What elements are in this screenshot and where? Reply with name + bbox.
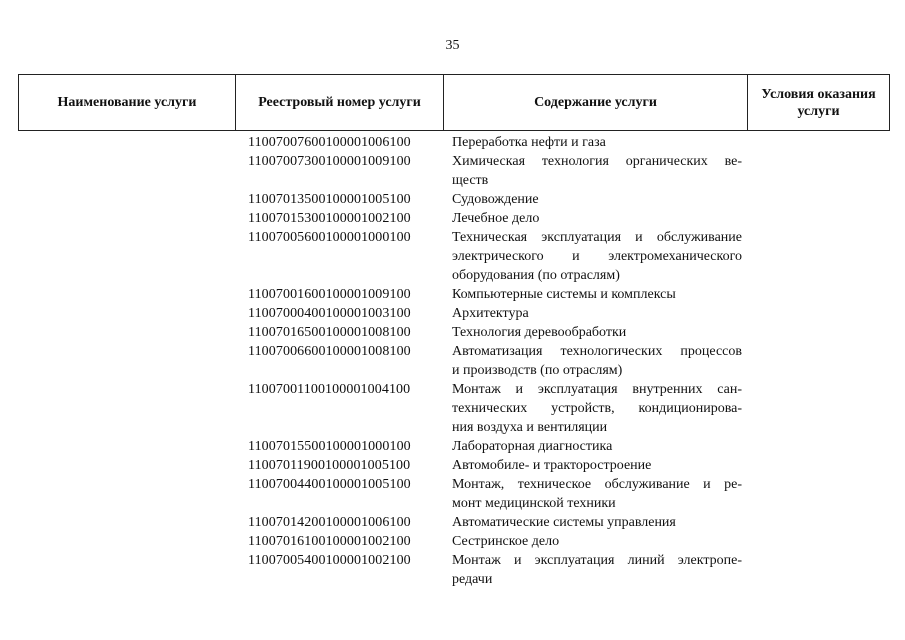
table-row bbox=[18, 133, 890, 152]
service-content-line: Автомобиле- и тракторостроение bbox=[452, 458, 652, 473]
service-content bbox=[442, 456, 746, 475]
header-registry-number: Реестровый номер услуги bbox=[235, 75, 443, 130]
table-header bbox=[18, 74, 890, 131]
service-content-line: Лечебное дело bbox=[452, 211, 540, 226]
registry-number: 11007005600100001000100 bbox=[248, 230, 411, 245]
table-row bbox=[18, 475, 890, 513]
table-row bbox=[18, 152, 890, 190]
registry-number: 11007005400100001002100 bbox=[248, 553, 411, 568]
service-content bbox=[442, 513, 746, 532]
table-row bbox=[18, 551, 890, 589]
service-content bbox=[442, 133, 746, 152]
service-content-line: Технология деревообработки bbox=[452, 325, 627, 340]
service-content-line: Архитектура bbox=[452, 306, 529, 321]
service-content-line: Автоматические системы управления bbox=[452, 515, 676, 530]
service-content-line: Судовождение bbox=[452, 192, 539, 207]
service-content bbox=[442, 437, 746, 456]
table-row bbox=[18, 513, 890, 532]
registry-number: 11007001600100001009100 bbox=[248, 287, 411, 302]
service-content-line: Техническая эксплуатация и обслуживание bbox=[452, 230, 742, 245]
registry-number: 11007015500100001000100 bbox=[248, 439, 411, 454]
service-content bbox=[442, 285, 746, 304]
registry-number: 11007013500100001005100 bbox=[248, 192, 411, 207]
service-content-line: технических устройств, кондиционирова- bbox=[452, 401, 742, 416]
service-content-line: редачи bbox=[452, 572, 493, 587]
registry-number: 11007001100100001004100 bbox=[248, 382, 411, 397]
service-content-line: Химическая технология органических ве- bbox=[452, 154, 742, 169]
service-content-line: Компьютерные системы и комплексы bbox=[452, 287, 676, 302]
registry-number: 11007007600100001006100 bbox=[248, 135, 411, 150]
table-row bbox=[18, 190, 890, 209]
header-service-name: Наименование услуги bbox=[57, 95, 197, 110]
service-content-line: Переработка нефти и газа bbox=[452, 135, 606, 150]
service-content-line: Монтаж и эксплуатация внутренних сан- bbox=[452, 382, 742, 397]
table-row bbox=[18, 304, 890, 323]
service-content-line: электрического и электромеханического bbox=[452, 249, 742, 264]
table-row bbox=[18, 437, 890, 456]
header-service-conditions: Условия оказания услуги bbox=[747, 75, 889, 130]
registry-number: 11007011900100001005100 bbox=[248, 458, 411, 473]
table-row bbox=[18, 532, 890, 551]
service-content-line: Монтаж, техническое обслуживание и ре- bbox=[452, 477, 742, 492]
table-row bbox=[18, 323, 890, 342]
service-content bbox=[442, 551, 746, 589]
registry-number: 11007007300100001009100 bbox=[248, 154, 411, 169]
service-content bbox=[442, 342, 746, 380]
services-table bbox=[18, 74, 890, 589]
registry-number: 11007014200100001006100 bbox=[248, 515, 411, 530]
table-body bbox=[18, 131, 890, 589]
registry-number: 11007000400100001003100 bbox=[248, 306, 411, 321]
table-row bbox=[18, 456, 890, 475]
service-content bbox=[442, 209, 746, 228]
service-content bbox=[442, 152, 746, 190]
service-content bbox=[442, 190, 746, 209]
page-number: 35 bbox=[445, 38, 460, 53]
service-content-line: и производств (по отраслям) bbox=[452, 363, 623, 378]
service-content bbox=[442, 380, 746, 437]
table-row bbox=[18, 209, 890, 228]
service-content bbox=[442, 475, 746, 513]
service-content bbox=[442, 228, 746, 285]
service-content bbox=[442, 304, 746, 323]
service-content-line: Лабораторная диагностика bbox=[452, 439, 613, 454]
service-content-line: ния воздуха и вентиляции bbox=[452, 420, 608, 435]
service-content-line: оборудования (по отраслям) bbox=[452, 268, 620, 283]
service-content bbox=[442, 323, 746, 342]
service-content-line: Сестринское дело bbox=[452, 534, 560, 549]
header-service-content: Содержание услуги bbox=[443, 75, 747, 130]
table-row bbox=[18, 380, 890, 437]
service-content-line: Автоматизация технологических процессов bbox=[452, 344, 742, 359]
table-row bbox=[18, 285, 890, 304]
registry-number: 11007015300100001002100 bbox=[248, 211, 411, 226]
service-content bbox=[442, 532, 746, 551]
table-row bbox=[18, 228, 890, 285]
table-row bbox=[18, 342, 890, 380]
service-content-line: Монтаж и эксплуатация линий электропе- bbox=[452, 553, 742, 568]
registry-number: 11007006600100001008100 bbox=[248, 344, 411, 359]
registry-number: 11007004400100001005100 bbox=[248, 477, 411, 492]
registry-number: 11007016100100001002100 bbox=[248, 534, 411, 549]
service-content-line: монт медицинской техники bbox=[452, 496, 616, 511]
registry-number: 11007016500100001008100 bbox=[248, 325, 411, 340]
service-content-line: ществ bbox=[452, 173, 489, 188]
